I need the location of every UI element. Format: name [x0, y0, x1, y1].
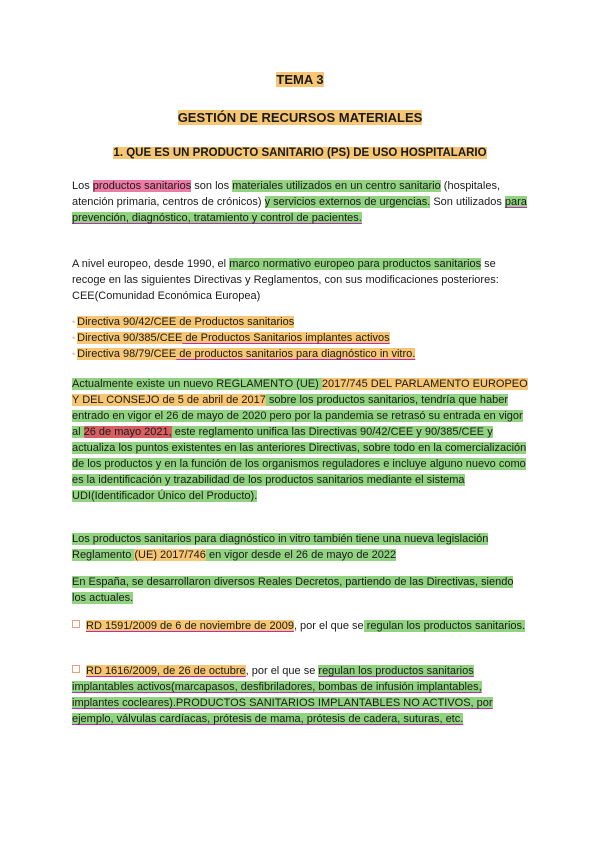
paragraph-reglamento: [72, 376, 530, 504]
directiva-3-code: Directiva 98/79/CEE: [77, 348, 177, 360]
title-text: TEMA 3: [276, 72, 324, 87]
p1-e: (hospitales, atención primaria, centros de crónicos): [72, 180, 501, 208]
p3-d: 26 de mayo 2021,: [83, 426, 172, 438]
p4-a: Los productos sanitarios para diagnóstico in vitro también tiene una nueva legislación Reglamento: [72, 533, 489, 561]
directiva-1-text: Directiva 90/42/CEE de Productos sanitarios: [77, 316, 295, 328]
document-subtitle: [0, 110, 600, 125]
p2-c: se recoge en las siguientes Directivas y Reglamentos, con sus modificaciones posteriores: CEE(Comunidad Económica Europea): [72, 258, 499, 302]
paragraph-rd-1591: [72, 618, 530, 634]
paragraph-definition: [72, 178, 530, 226]
p6-c: regulan los productos sanitarios.: [363, 620, 526, 632]
paragraph-diagnostico-in-vitro: [72, 531, 530, 563]
directiva-2-text: de Productos Sanitarios implantes activos: [182, 332, 390, 344]
p7-b: , por el que se: [245, 665, 319, 677]
p3-a: Actualmente existe un nuevo REGLAMENTO (UE): [72, 378, 322, 390]
p1-d: materiales utilizados en un centro sanitario: [232, 180, 441, 192]
section-heading-text: 1. QUE ES UN PRODUCTO SANITARIO (PS) DE USO HOSPITALARIO: [113, 147, 487, 159]
bullet-icon: •: [72, 317, 76, 327]
bullet-icon: •: [72, 349, 76, 359]
paragraph-espana: [72, 574, 530, 606]
checkbox-icon: [72, 620, 80, 628]
p6-a: RD 1591/2009 de 6 de noviembre de 2009: [86, 620, 294, 632]
directiva-item: [72, 330, 530, 346]
p2-b: marco normativo europeo para productos sanitarios: [229, 258, 482, 270]
document-title: [0, 72, 600, 87]
p5-text: En España, se desarrollaron diversos Reales Decretos, partiendo de las Directivas, siendo los actuales.: [72, 576, 514, 604]
p7-c: regulan los productos sanitarios implantables activos(marcapasos, desfibriladores, bombas de infusión implantables, implantes cocleares).PRODUCTOS SANITARIOS IMPLANTABLES NO ACTIVOS, por ejemplo, válvulas cardíacas, prótesis de mama, prótesis de cadera, suturas, etc.: [72, 665, 493, 725]
p7-a: RD 1616/2009, de 26 de octubre: [86, 665, 246, 677]
p1-h: para prevención, diagnóstico, tratamiento y control de pacientes.: [72, 196, 527, 224]
bullet-icon: •: [72, 333, 76, 343]
directiva-3-text: de productos sanitarios para diagnóstico in vitro.: [176, 348, 416, 360]
directiva-2-code: Directiva 90/385/CEE: [77, 332, 183, 344]
p1-c: son los: [191, 180, 233, 192]
checkbox-icon: [72, 665, 80, 673]
p3-c: sobre los productos sanitarios, tendría que haber entrado en vigor el 26 de mayo de 2020 pero por la pandemia se retrasó su entrada en vigor al: [72, 394, 523, 438]
paragraph-rd-1616: [72, 663, 530, 727]
p2-a: A nivel europeo, desde 1990, el: [72, 258, 230, 270]
directiva-item: [72, 346, 530, 362]
section-heading: [0, 147, 600, 159]
directivas-list: [72, 314, 530, 362]
p4-c: en vigor desde el 26 de mayo de 2022: [205, 549, 397, 561]
p1-g: Son utilizados: [430, 196, 505, 208]
p1-b: productos sanitarios: [92, 180, 192, 192]
directiva-item: [72, 314, 530, 330]
p1-a: Los: [72, 180, 93, 192]
p3-b: 2017/745 DEL PARLAMENTO EUROPEO Y DEL CONSEJO de 5 de abril de 2017: [72, 378, 528, 406]
p3-e: este reglamento unifica las Directivas 90/42/CEE y 90/385/CEE y actualiza los puntos existentes en las anteriores Directivas, sobre todo en la comercialización de los productos y en la función de los organismos reguladores e incluye alguno nuevo como es la identificación y trazabilidad de los productos sanitarios mediante el sistema UDI(Identificador Único del Producto).: [72, 426, 527, 502]
subtitle-text: GESTIÓN DE RECURSOS MATERIALES: [177, 110, 423, 125]
p6-b: , por el que se: [293, 620, 364, 632]
p4-b: (UE) 2017/746: [134, 549, 206, 561]
paragraph-marco-normativo: [72, 256, 530, 304]
p1-f: y servicios externos de urgencias.: [264, 196, 431, 208]
